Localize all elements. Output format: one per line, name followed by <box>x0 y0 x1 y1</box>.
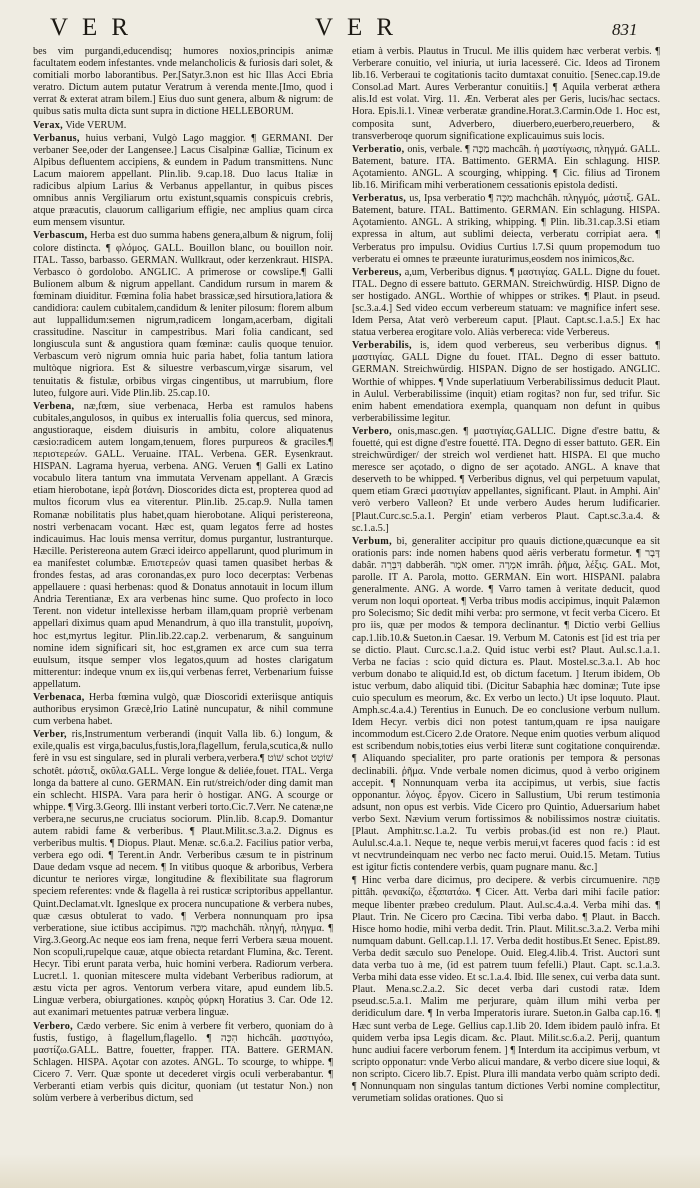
right-column <box>352 46 660 1156</box>
entry-headword: Verbascum, <box>33 230 88 242</box>
entry-text: Herba fœmina vulgò, quæ Dioscoridi exteriisque antiquis authoribus erysimon Græcè,Irio Latinè nuncupatur, & nihil commune cum verbena habet. <box>33 691 333 728</box>
dictionary-entry <box>33 46 333 119</box>
entry-text: us, Ipsa verberatio ¶ מַכָּה machchâh. πληγμός, μάστιξ. GAL. Batement, bature. ITAL. Battimento. GERMAN. Ein schlagung. HISPA. Açotamiento. ANGL. A striking, whipping. ¶ Plin. lib.31.cap.3.Si etiam expressa in altum, aut sublimi deiecta, verberatu corripiat aera. ¶ Verberatus pro impulsu. Ovidius Curtius l.7.Si quum propemodum tuo verberatu ei omnes te præeunte iuraturimus,eosdem nos inimicos,&c. <box>352 193 660 265</box>
dictionary-entry <box>33 692 333 728</box>
entry-text: a,um, Verberibus dignus. ¶ μαστιγίας. GALL. Digne du fouet. ITAL. Degno di essere battuto. GERMAN. Streichwürdig. HISP. Digno de ser hostigado. ANGL. Worthie of whippes or strikes. ¶ Plaut. in pseud. [sc.3.a.4.] Sed video eccum verbereum statuam: ve magnifice infert sese. Idem Persa, Atat verò verbereum caput. [Plaut. Capt.sc.1.a.5.] Ex hac statua verberea erogitare volo. Aliàs verbereca: vide Verbereus. <box>352 266 660 339</box>
entry-headword: Verbanus, <box>33 132 80 144</box>
entry-headword: Verbum, <box>352 535 392 547</box>
dictionary-entry <box>33 133 333 230</box>
entry-text: is, idem quod verbereus, seu verberibus dignus. ¶ μαστιγίας. GALL Digne du fouet. ITAL. Degno di esser battuto. GERMAN. Streichwürdig. HISPAN. Digno de ser hostigado. ANGLIC. Worthie of whippes. ¶ Vnde superlatiuum Verberabilissimus deducit Plaut. in Aulul. Verberabilissime (inquit) etiam rogitas? non fur, sed trifur. Sic enim habent emendatiora exempla, quanquam non defunt in quibus verberabilissime legitur. <box>352 340 660 424</box>
dictionary-entry <box>352 426 660 535</box>
entry-text: Cædo verbere. Sic enim à verbere fit verbero, quoniam do à fustis, fustigo, à flagellum,flagello. ¶ הִכָּה hichcâh. μαστιγόω, μαστίζω.GALL. Battre, fouetter, frapper. ITA. Battere. GERMAN. Schlagen. HISPA. Açotar con azotes. ANGL. To scourge, to whippe. ¶ Cicero 7. Verr. Quæ sponte ut decederet virgis oculi verberabantur. ¶ Verberanti etiam verbis quis dicitur, quoniam (ut testatur Non.) non solùm verbere à verberibus dictum, sed <box>33 1020 333 1105</box>
dictionary-entry <box>352 875 660 1105</box>
dictionary-entry <box>33 729 333 1019</box>
left-column <box>33 46 333 1156</box>
entry-text: etiam à verbis. Plautus in Trucul. Me illis quidem hæc verberat verbis. ¶ Verberare conuitio, vel iniuria, ut iuria lacesseré. Cic. Ideos ad Tironem lib.16. Verberaui te cogitationis tacito dumtaxat conuitio. [Senec.cap.19.de Consol.ad Mart. Aures Verberantur conuitiis.] ¶ Aquila verberat æthera alis.Id est volat. Virg. 11. Æn. Verberat ales per Geris, lucis/hac sectacs. Hora. Epis.li.1. Vineæ verberatæ grandine.Horat.3.Carmin.Ode 1. Hoc est, composita sunt, Adverbero, diuerbero,euerbero,reuerbero, & transverberoqe quorum significatione explicauimus suis locis. <box>352 46 660 142</box>
running-head-left: VER <box>50 14 142 41</box>
dictionary-entry <box>33 401 333 691</box>
dictionary-entry <box>352 144 660 192</box>
entry-text: onis, verbale. ¶ מַכָּה machcâh. ἡ μαστίγωσις, πληγμά. GALL. Batement, bature. ITA. Battimento. GERMA. Ein schlagung. HISP. Açotamiento. ANGL. A scourging, whipping. ¶ Cic. filius ad Tironem lib.16. Mirificam mihi verberationem cessationis epistola dedisti. <box>352 143 660 192</box>
dictionary-entry <box>352 340 660 425</box>
running-head <box>0 14 700 48</box>
entry-text: Herba est duo summa habens genera,album & nigrum, folij colore distincta. ¶ φλόμος. GALL. Bouillon blanc, ou bouillon noir. ITAL. Tasso, barbasso. GERMAN. Wullkraut, oder kerzenkraut. HISPA. Verbasco ò gordolobo. ANGLIC. A primerose or cowslipe.¶ Galli Bulionem album & nigrum appellant. Candidum rursum in marem & fœminam diuiditur. Fœmina folia habet brassicæ,sed hirsutiora,latiora & candidiora: caulem cubitalem,candidum & leniter pilosum: florem album aut luppallidum:semen nigrum,radicem longam,acerbam, digitali crassitudine. Nascitur in campestribus. Mari folia candicant, sed longiuscula sunt & angustiora quam fœminæ: caulis quoque tenuior. Verbascum verò nigrum omnia huic paria habet, folia tantum latiora multòque nigriora. Est & siluestre verbascum,virgæ sisarum, vel tenuitatis & fistulæ, orbibus virgas cingentibus, ut marrubium, flore luteo, fulgore auri. Vide Plin.lib. 25.cap.10. <box>33 230 333 399</box>
entry-headword: Verberatio, <box>352 143 405 155</box>
dictionary-entry <box>33 120 333 132</box>
entry-text: ris,Instrumentum verberandi (inquit Valla lib. 6.) longum, & exile,qualis est virga,baculus,fustis,lora,flagellum, ferula,scutica,& nullo ferè in vsu est singulare, sed in plurali verbera,verbera.¶ שׁוֹט schot שׁוֹטֵט schotêt. μάστιξ, σκῦλα.GALL. Verge longue & deliée,fouet. ITAL. Verga longa da battere al cuno. GERMAN. Ein rut/streich/oder ding damit man ein schlecht. HISPA. Vara para herir ò hostigar. ANG. A scourge or whippe. ¶ Virg.3.Georg. Illi instant verberi torto.Cic.7.Verr. Ne catenæ,ne verbera,ne securus,ne cruciatus sociorum. Plin.lib. 8.cap.9. Domantur autem rabidi fame & verberibus. ¶ Plaut.Milit.sc.3.a.2. Dignus es verberibus multis. ¶ Diopus. Plaut. Menæ. sc.6.a.2. Facilius patior verba, verbera ego odi. ¶ Terent.in Andr. Verberibus cæsum te in pistrinum Daue dedam vsque ad necem. ¶ In vitibus quoque & arboribus, Verbera dicuntur te neriores virgæ, longitudine & flexibilitate sua flagrorum speciem referentes: vnde & flagella à rei rusticæ scriptoribus appellantur. Quint.Declamat.vlt. Igneslque ex procera nuncupatione & verbera nubes, quæ cæsus obtulerat to vado. ¶ Verbera nonnunquam pro ipsa verberatione, siue ictibus accipimus. מַכָּה machchâh. πληγή, πληγμα. ¶ Virg.3.Georg.Ac neque eos iam frena, neque ferri Verbera sæua mouent. Non scopuli,rupelque cauæ, atque obiecta retardant Flumina, &c. Terent. Hecyr. Tibi erunt parata verba, huic homini verbera. Radiorum verbera. Lucret.l. 1. quonian mitescere multa videbant Verberibus radiorum, at æstu victa per agros. Ventorum verbera vitare, apud eundem lib.5. Linguæ verbera, obiurgationes. καιρὸς φύρκη Horatius 3. Car. Ode 12. aut exanimari metuentes patruæ verbera linguæ. <box>33 729 333 1019</box>
entry-text: ¶ Hinc verba dare dicimus, pro decipere. & verbis circumuenire. פִּתָּה pittâh. φενακίζω, ἐξαπατάω. ¶ Cicer. Att. Verba dari mihi facile patior: meque libenter præbeo credulum. Plaut. Aul.sc.4.a.4. Verba mihi das. ¶ Plaut. Trin. Ne Cicero pro Cæcina. Tibi verba dabo. ¶ Plaut. in Bacch. Hisce homo hodie, mihi verba dedit. Trin. Plaut. Milit.sc.3.a.2. Verba mihi numquam dabunt. Gell.cap.1.l. 17. Verba dedit hostibus.Et Senec. Epist.89. Verba dedit sæculo suo Penelope. Ouid. Eleg.4.lib.4. Trist. Auctori sunt data verba tuo à me, (id est patrem tuum fefelli.) Plaut. Capt. sc.1.a.3. Verba mihi data esse video. Et sc.1.a.4. Ibid. Ille senex, cui verba data sunt. Plaut. Mena.sc.2.a.2. Sic decet verba dari custodi ratæ. Idem pseud.sc.5.a.1. Malim me perjurare, quàm illum mihi verba per deridiculum dare. ¶ In verba Imperatoris iurare. Sueton.in Galba cap.16. ¶ Hæc sunt verba de Lege. Gellius cap.1.lib 20. Idem ibidem paulò infra. Et quidem verba ipsa Legis dicam. &c. Plaut. Milit.sc.6.a.2. Perij, quantum hunc audiui facere verborum fenem. ] ¶ Interdum ita accipimus verbum, vt scripto opponatur: vnde Verbo alicui mandare, & verbo dicere siue loqui, & non scripto. Cicero lib.7. Epist. Plura illi mandata verbo quàm scripto dedi. ¶ Nonnunquam non singulas tantum dictiones Verbi nomine complectitur, verumetiam solidas orationes. Quo si <box>352 875 660 1105</box>
entry-text: Vide VERUM. <box>65 119 127 131</box>
running-head-center: VER <box>315 14 407 41</box>
entry-headword: Verberabilis, <box>352 340 412 352</box>
entry-text: næ,fœm, siue verbenaca, Herba est ramulos habens cubitales,angulosos, in quibus ex interuallis folia quercus, sed minora, angustioraque, eisdem diuisuris in ambitu, colore aliquatenus cæsio:radicem autem longam,tenuem, flores purpureos & graciles.¶ περιστερεών. GALL. Veruaine. ITAL. Verbena. GER. Eysenkraut. HISPAN. Lagrama hyerua, verbena. ANG. Veruen ¶ Galli ex Latino vocabulo litera tantum vna immutata Vervenam appellant. A Græcis etiam hierobotane, ἱερὰ βοτάνη. Dioscorides dicta est, propterea quod ad multos ficorum vlus ea viterentur. Plin.lib. 25.cap.9. Nulla tamen Romanæ nobilitatis plus habet,quam hierobotane. Aliqui peristereona, nostri verbenacam vocant. Hæc est, quam legatos ferre ad hostes indicauimus. Hac louis mensa verritur, domus purgantur, lustranturque. Hæcille. Peristereona autem Græci ideirco appellarunt, quod plurimum in ea manifestet columbæ. Επιστερεών quasi tamen quasibet herbas & frondes festas, ad aras coronandas,ex puro loco decerptas: Verbenas appellauere : quasi herbenas: quod & Donatus annotauit in locum illum Andria Terentianæ, Ex ara verbenas hinc sume. Quo profecto in loco Terent. non videtur intellexisse herbam illam,quam propriè verbenam appellari diximus quam apud Menandrum, à quo illa transtulit, μυρσίνη, hoc est,myrtus legitur. Plin.lib.22.cap.2. verbenarum, & sanguinum nomine idem significari sit, hoc est,gramen ex arce cum sua terra euulsum, itsque semper vlos legatos,quum ad hostes clarigatum mitterentur: indeque vnum ex iis,qui verbenas ferret, Verbenarium fuisse appellatum. <box>33 400 333 690</box>
page-number: 831 <box>612 20 638 39</box>
entry-text: bes vim purgandi,educendisq; humores noxios,principis animæ facultatem eodem infestantes. vnde melancholicis & furiosis dari solet, & comitiali morbo laborantibus. Per.[Satyr.3.non est hic Illas Acci Ebria veratro. Dictum autem putatur Veratrum à verenda mente.[Imo, quod i verrat & exterat atram bilem.] Eius duo sunt genera, album & nigrum: de quibus satis multa dicta sunt supra in dictione HELLEBORUM. <box>33 46 333 118</box>
entry-text: bi, generaliter accipitur pro quauis dictione,quæcunque ea sit orationis pars: inde nomen habens quod aëris verberatu formetur. ¶ דָּבָר dabâr. דִּבְּרֵה dabberâh. אֹמֶר omer. אִמְרָה imrâh. ῥῆμα, λέξις. GAL. Mot, parolle. IT A. Parola, motto. GERMAN. Ein wort. HISPANI. palabra generalmente. ANG. A worde. ¶ Varro tamen à veritate deducit, quod verum non loqui oporteat. ¶ Verba tribus modis accipimus, inquit Palæmon pro Solecismo; Sic dedit mihi verba: pro sermone, vt fecit verba Cicero. Et pro iis, quæ per modos & tempora declinantur. ¶ Dictio verbi Gellius cap.1.lib.10.& Sueton.in Caesar. 19. Verbum M. Catonis est [id est tria per se dictio. Plaut. Curc.sc.1.a.2. Quid istuc verbi est? Plaut. Aul.sc.1.a.1. Verba ne facias : scio quid dictura es. Plaut. Mostel.sc.3.a.1. Ab hoc verbum donabo te aliquid.Id est, ob dictum facetum. ] Iterum ibidem, Ob istuc verbum, dabo aliquid tibi. (Dicitur Sabaphia hæc dominæ; Tute ipse cuio speculum es meorum, &c. Ex verbo un lecto.) Ut ipse loquuto. Plaut. Amph.sc.4.a.4.) Terentius in Eunuch. De eo conclusione verbum nullum. Idem Hecyr. verbis dici non potest tantum,quam re ipsa nauigare incommodum est.Cicero 2.de Oratore. Neque enim quoties verbum aliquod est scribendum nobis,toties eius verbi literæ sunt cogitatione conquirendæ. ¶ Aliquando specialiter, pro parte orationis per tempora & personas declinabili. ῥῆμα. Vnde verbale nomen dicimus, quod à verbo originem accepit. ¶ Nonnunquam verba ita accipimus, ut verbis, siue factis opponantur. λόγος. ἔργον. Cicero in Sallustium, Ubi rerum testimonia adsunt, non opus est verbis. Vide Cicero pro Quintio, Aduersarium habet verbo Sext. Nævium verum fortissimos & nobilissimos nostræ ciuitatis. [Plaut. Amphitr.sc.1.a.2. Tu verbis probas.(id est non re.) Plaut. Aulul.sc.4.a.1. Neque te, neque verbis merui,vt faceres quod facis : id est vt necvtrundeinquam nec verbo nec facto merui. Ouid.15. Metam. Tutius est igitur fictis contendere verbis, quam pugnare manu. &c.] <box>352 535 660 874</box>
entry-headword: Verbereus, <box>352 266 402 278</box>
entry-headword: Verax, <box>33 119 63 131</box>
page-foot-stain <box>0 1154 700 1188</box>
entry-headword: Verberatus, <box>352 193 407 205</box>
dictionary-entry <box>352 267 660 340</box>
entry-text: huius verbani, Vulgò Lago maggior. ¶ GERMANI. Der verbaner See,oder der Langensee.] Lacus Cisalpinæ Galliæ, Ticinum ex Alpibus defluentem accipiens, & eundem in Padum transmittens. Nunc Lacum maiorem appellant. Plin.lib. 9.cap.18. Duo lacus Italiæ in radicibus alpium Larius & Verbanus appellantur, in quibus pisces omnibus annis Vergiliarum ortu existunt,squamis conspicuis crebris, atque præacutis, clauorum calligarium effigie, nec amplius quam circa eum mensem visuntur. <box>33 132 333 229</box>
entry-headword: Verbena, <box>33 400 75 412</box>
entry-headword: Verbero, <box>33 1020 74 1032</box>
entry-text: onis,masc.gen. ¶ μαστιγίας.GALLIC. Digne d'estre battu, & fouetté, qui est digne d'estre fouetté. ITA. Degno di esser battuto. GER. Ein streichwürdiger/ der streich wol verdienet hatt. HISPA. El que mucho meresce ser açotado, o digno de ser açotado. ANGL. A knave that deserveth to be whipped. ¶ Verberibus dignus, vel qui perpetuum vapulat, quem etiam Græci μαστιγίαν appellantes, significant. Plaut. in Amphi. Ain' verò verbero Valleon? Et unde verbero Audes herum ludificarier. [Plaut.Curc.sc.5.a.1. Pergin' etiam verberos Plaut. Capt.sc.3.a.4. & sc.1.a.5.] <box>352 425 660 534</box>
dictionary-entry <box>352 193 660 266</box>
entry-headword: Verbenaca, <box>33 691 85 703</box>
dictionary-entry <box>33 1021 333 1106</box>
dictionary-entry <box>352 46 660 143</box>
dictionary-entry <box>33 230 333 399</box>
entry-headword: Verbero, <box>352 425 393 437</box>
dictionary-entry <box>352 536 660 875</box>
entry-headword: Verber, <box>33 729 67 741</box>
